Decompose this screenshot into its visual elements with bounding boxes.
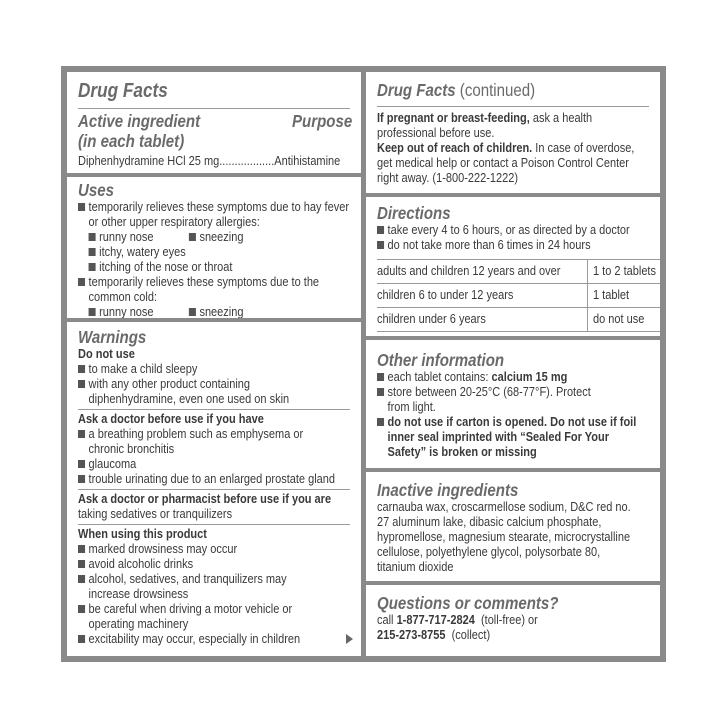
ask-pharmacist-heading: Ask a doctor or pharmacist before use if you are [78,492,332,506]
questions-title: Questions or comments? [377,593,559,613]
divider [78,409,350,410]
warnings-title: Warnings [78,327,147,347]
list-item: trouble urinating due to an enlarged prostate gland [78,472,317,487]
list-item: marked drowsiness may occur [78,542,317,557]
dose-cell: 1 to 2 tablets [588,260,660,284]
active-ingredient-heading: Active ingredient [78,111,201,131]
list-item: temporarily relieves these symptoms due to the [78,275,317,290]
toll-free-phone[interactable]: 1-877-717-2824 [396,613,475,627]
symptom-row: runny nose sneezing [78,230,317,245]
ask-pharmacist-text: taking sedatives or tranquilizers [78,507,233,521]
list-item: to make a child sleepy [78,362,317,377]
age-group-cell: children under 6 years [377,308,588,332]
age-group-cell: children 6 to under 12 years [377,284,588,308]
phone-line-2: 215-273-8755 (collect) [377,628,491,642]
list-item: take every 4 to 6 hours, or as directed by a doctor [377,223,616,238]
list-item: with any other product containing [78,377,317,392]
active-ingredient-section [67,72,361,173]
inactive-line: 27 aluminum lake, dibasic calcium phosphate, [377,515,602,529]
continued-arrow-icon [346,634,353,644]
list-item-continued: from light. [387,400,436,414]
directions-title: Directions [377,203,451,223]
drug-facts-continued-section [366,72,660,193]
dose-cell: do not use [588,308,660,332]
list-item-continued: Safety” is broken or missing [387,445,537,459]
do-not-use-heading: Do not use [78,347,135,361]
collect-phone[interactable]: 215-273-8755 [377,628,446,642]
drug-facts-continued-title: Drug Facts (continued) [377,80,536,100]
pregnancy-warning: If pregnant or breast-feeding, ask a health [377,111,593,125]
list-item: do not use if carton is opened. Do not use if foil [377,415,616,430]
purpose-heading: Purpose [292,111,353,131]
keep-out-of-reach: Keep out of reach of children. In case of overdose, [377,141,635,155]
pregnancy-warning-continued: professional before use. [377,126,495,140]
uses-title: Uses [78,180,114,200]
other-information-section [366,340,660,468]
dosage-table [377,259,660,332]
keep-out-of-reach-phone: right away. (1-800-222-1222) [377,171,519,185]
divider [78,524,350,525]
symptom-row: runny nose sneezing [78,305,317,318]
drug-facts-panel [61,66,666,662]
ask-doctor-heading: Ask a doctor before use if you have [78,412,264,426]
phone-line-1: call 1-877-717-2824 (toll-free) or [377,613,538,627]
directions-section [366,197,660,336]
list-item: temporarily relieves these symptoms due to hay fever [78,200,317,215]
list-item-continued: diphenhydramine, even one used on skin [88,392,290,406]
active-ingredient-subheading: (in each tablet) [78,131,185,151]
when-using-heading: When using this product [78,527,207,541]
questions-section [366,585,660,656]
inactive-line: hypromellose, magnesium stearate, microcrystalline [377,530,631,544]
keep-out-of-reach-continued: get medical help or contact a Poison Control Center [377,156,629,170]
table-row [377,260,660,284]
list-item: itching of the nose or throat [78,260,317,275]
divider [78,108,350,109]
list-item: itchy, watery eyes [78,245,317,260]
ingredient-line: Diphenhydramine HCl 25 mg..................Antihistamine [78,154,341,168]
list-item-continued: operating machinery [88,617,189,631]
list-item: a breathing problem such as emphysema or [78,427,317,442]
inactive-ingredients-section [366,472,660,581]
other-information-title: Other information [377,350,505,370]
inactive-line: carnauba wax, croscarmellose sodium, D&C red no. [377,500,631,514]
table-row [377,284,660,308]
age-group-cell: adults and children 12 years and over [377,260,588,284]
list-item: each tablet contains: calcium 15 mg [377,370,616,385]
table-row [377,308,660,332]
list-item-continued: or other upper respiratory allergies: [88,215,260,229]
list-item: excitability may occur, especially in children [78,632,317,647]
inactive-line: titanium dioxide [377,560,454,574]
divider [78,489,350,490]
list-item: avoid alcoholic drinks [78,557,317,572]
list-item-continued: common cold: [88,290,158,304]
list-item: store between 20-25°C (68-77°F). Protect [377,385,616,400]
list-item: alcohol, sedatives, and tranquilizers may [78,572,317,587]
list-item-continued: inner seal imprinted with “Sealed For Your [387,430,610,444]
uses-section [67,177,361,318]
dose-cell: 1 tablet [588,284,660,308]
list-item-continued: increase drowsiness [88,587,189,601]
inactive-line: cellulose, polyethylene glycol, polysorbate 80, [377,545,601,559]
list-item: do not take more than 6 times in 24 hours [377,238,616,253]
warnings-section [67,322,361,656]
divider [377,106,649,107]
drug-facts-title: Drug Facts [78,80,168,102]
list-item-continued: chronic bronchitis [88,442,175,456]
list-item: glaucoma [78,457,317,472]
inactive-ingredients-title: Inactive ingredients [377,480,519,500]
list-item: be careful when driving a motor vehicle or [78,602,317,617]
